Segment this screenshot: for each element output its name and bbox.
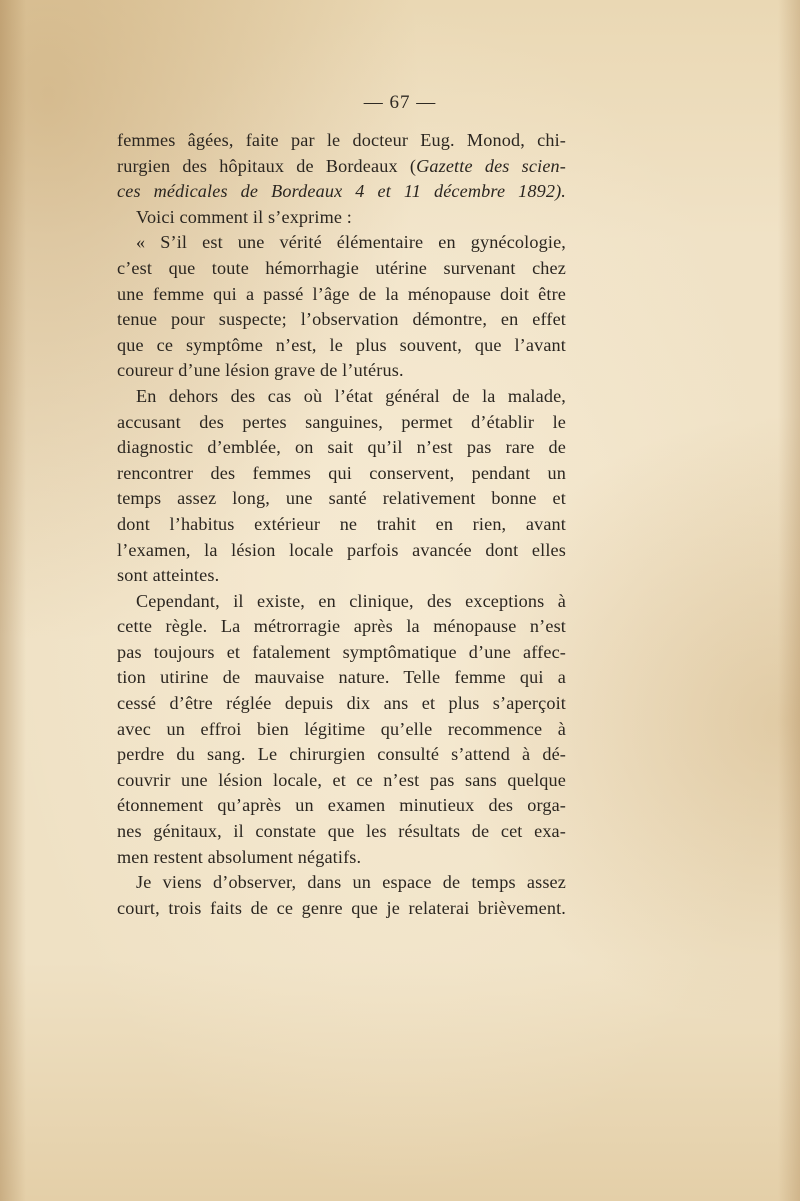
text-line: c’est que toute hémorrhagie utérine survenant chez — [117, 257, 566, 278]
body-text — [117, 128, 566, 921]
text-line: men restent absolument négatifs. — [117, 846, 362, 867]
text-line: « S’il est une vérité élémentaire en gynécologie, — [136, 232, 566, 253]
text-line: Je viens d’observer, dans un espace de temps assez — [136, 872, 566, 893]
text-line: femmes âgées, faite par le docteur Eug. Monod, chi- — [117, 130, 566, 150]
text-line: tion utirine de mauvaise nature. Telle femme qui a — [117, 667, 566, 688]
page-edge-shadow-left — [0, 0, 26, 1201]
journal-title-italic: Gazette des scien- — [416, 155, 566, 176]
text-line: sont atteintes. — [117, 565, 220, 586]
text-line: rencontrer des femmes qui conservent, pendant un — [117, 462, 566, 483]
text-line-part: rurgien des hôpitaux de Bordeaux ( — [117, 155, 417, 176]
text-line: avec un effroi bien légitime qu’elle recommence à — [117, 718, 566, 739]
text-line: perdre du sang. Le chirurgien consulté s’attend à dé- — [117, 744, 566, 765]
page-number: — 67 — — [363, 92, 437, 113]
text-line: ces médicales de Bordeaux 4 et 11 décembre 1892). — [117, 181, 566, 202]
text-line: que ce symptôme n’est, le plus souvent, que l’avant — [117, 334, 566, 355]
text-line: nes génitaux, il constate que les résultats de cet exa- — [117, 821, 566, 842]
text-line: temps assez long, une santé relativement bonne et — [117, 488, 566, 509]
text-line: étonnement qu’après un examen minutieux des orga- — [117, 795, 566, 816]
text-line: diagnostic d’emblée, on sait qu’il n’est pas rare de — [117, 437, 566, 458]
text-line: pas toujours et fatalement symptômatique d’une affec- — [117, 641, 566, 662]
page-edge-shadow-right — [778, 0, 800, 1201]
text-line: tenue pour suspecte; l’observation démontre, en effet — [117, 309, 566, 330]
text-line: court, trois faits de ce genre que je relaterai brièvement. — [117, 897, 566, 918]
text-line: Voici comment il s’exprime : — [136, 206, 353, 227]
text-line — [117, 154, 566, 180]
text-line: accusant des pertes sanguines, permet d’établir le — [117, 411, 566, 432]
text-line: Cependant, il existe, en clinique, des exceptions à — [136, 590, 566, 611]
text-line: En dehors des cas où l’état général de la malade, — [136, 385, 566, 406]
text-line: dont l’habitus extérieur ne trahit en rien, avant — [117, 513, 566, 534]
text-line: une femme qui a passé l’âge de la ménopause doit être — [117, 283, 566, 304]
text-line: l’examen, la lésion locale parfois avancée dont elles — [117, 539, 566, 560]
text-line: couvrir une lésion locale, et ce n’est pas sans quelque — [117, 769, 566, 790]
text-line: cette règle. La métrorragie après la ménopause n’est — [117, 616, 566, 637]
text-line: cessé d’être réglée depuis dix ans et plus s’aperçoit — [117, 693, 566, 714]
text-line: coureur d’une lésion grave de l’utérus. — [117, 360, 404, 381]
